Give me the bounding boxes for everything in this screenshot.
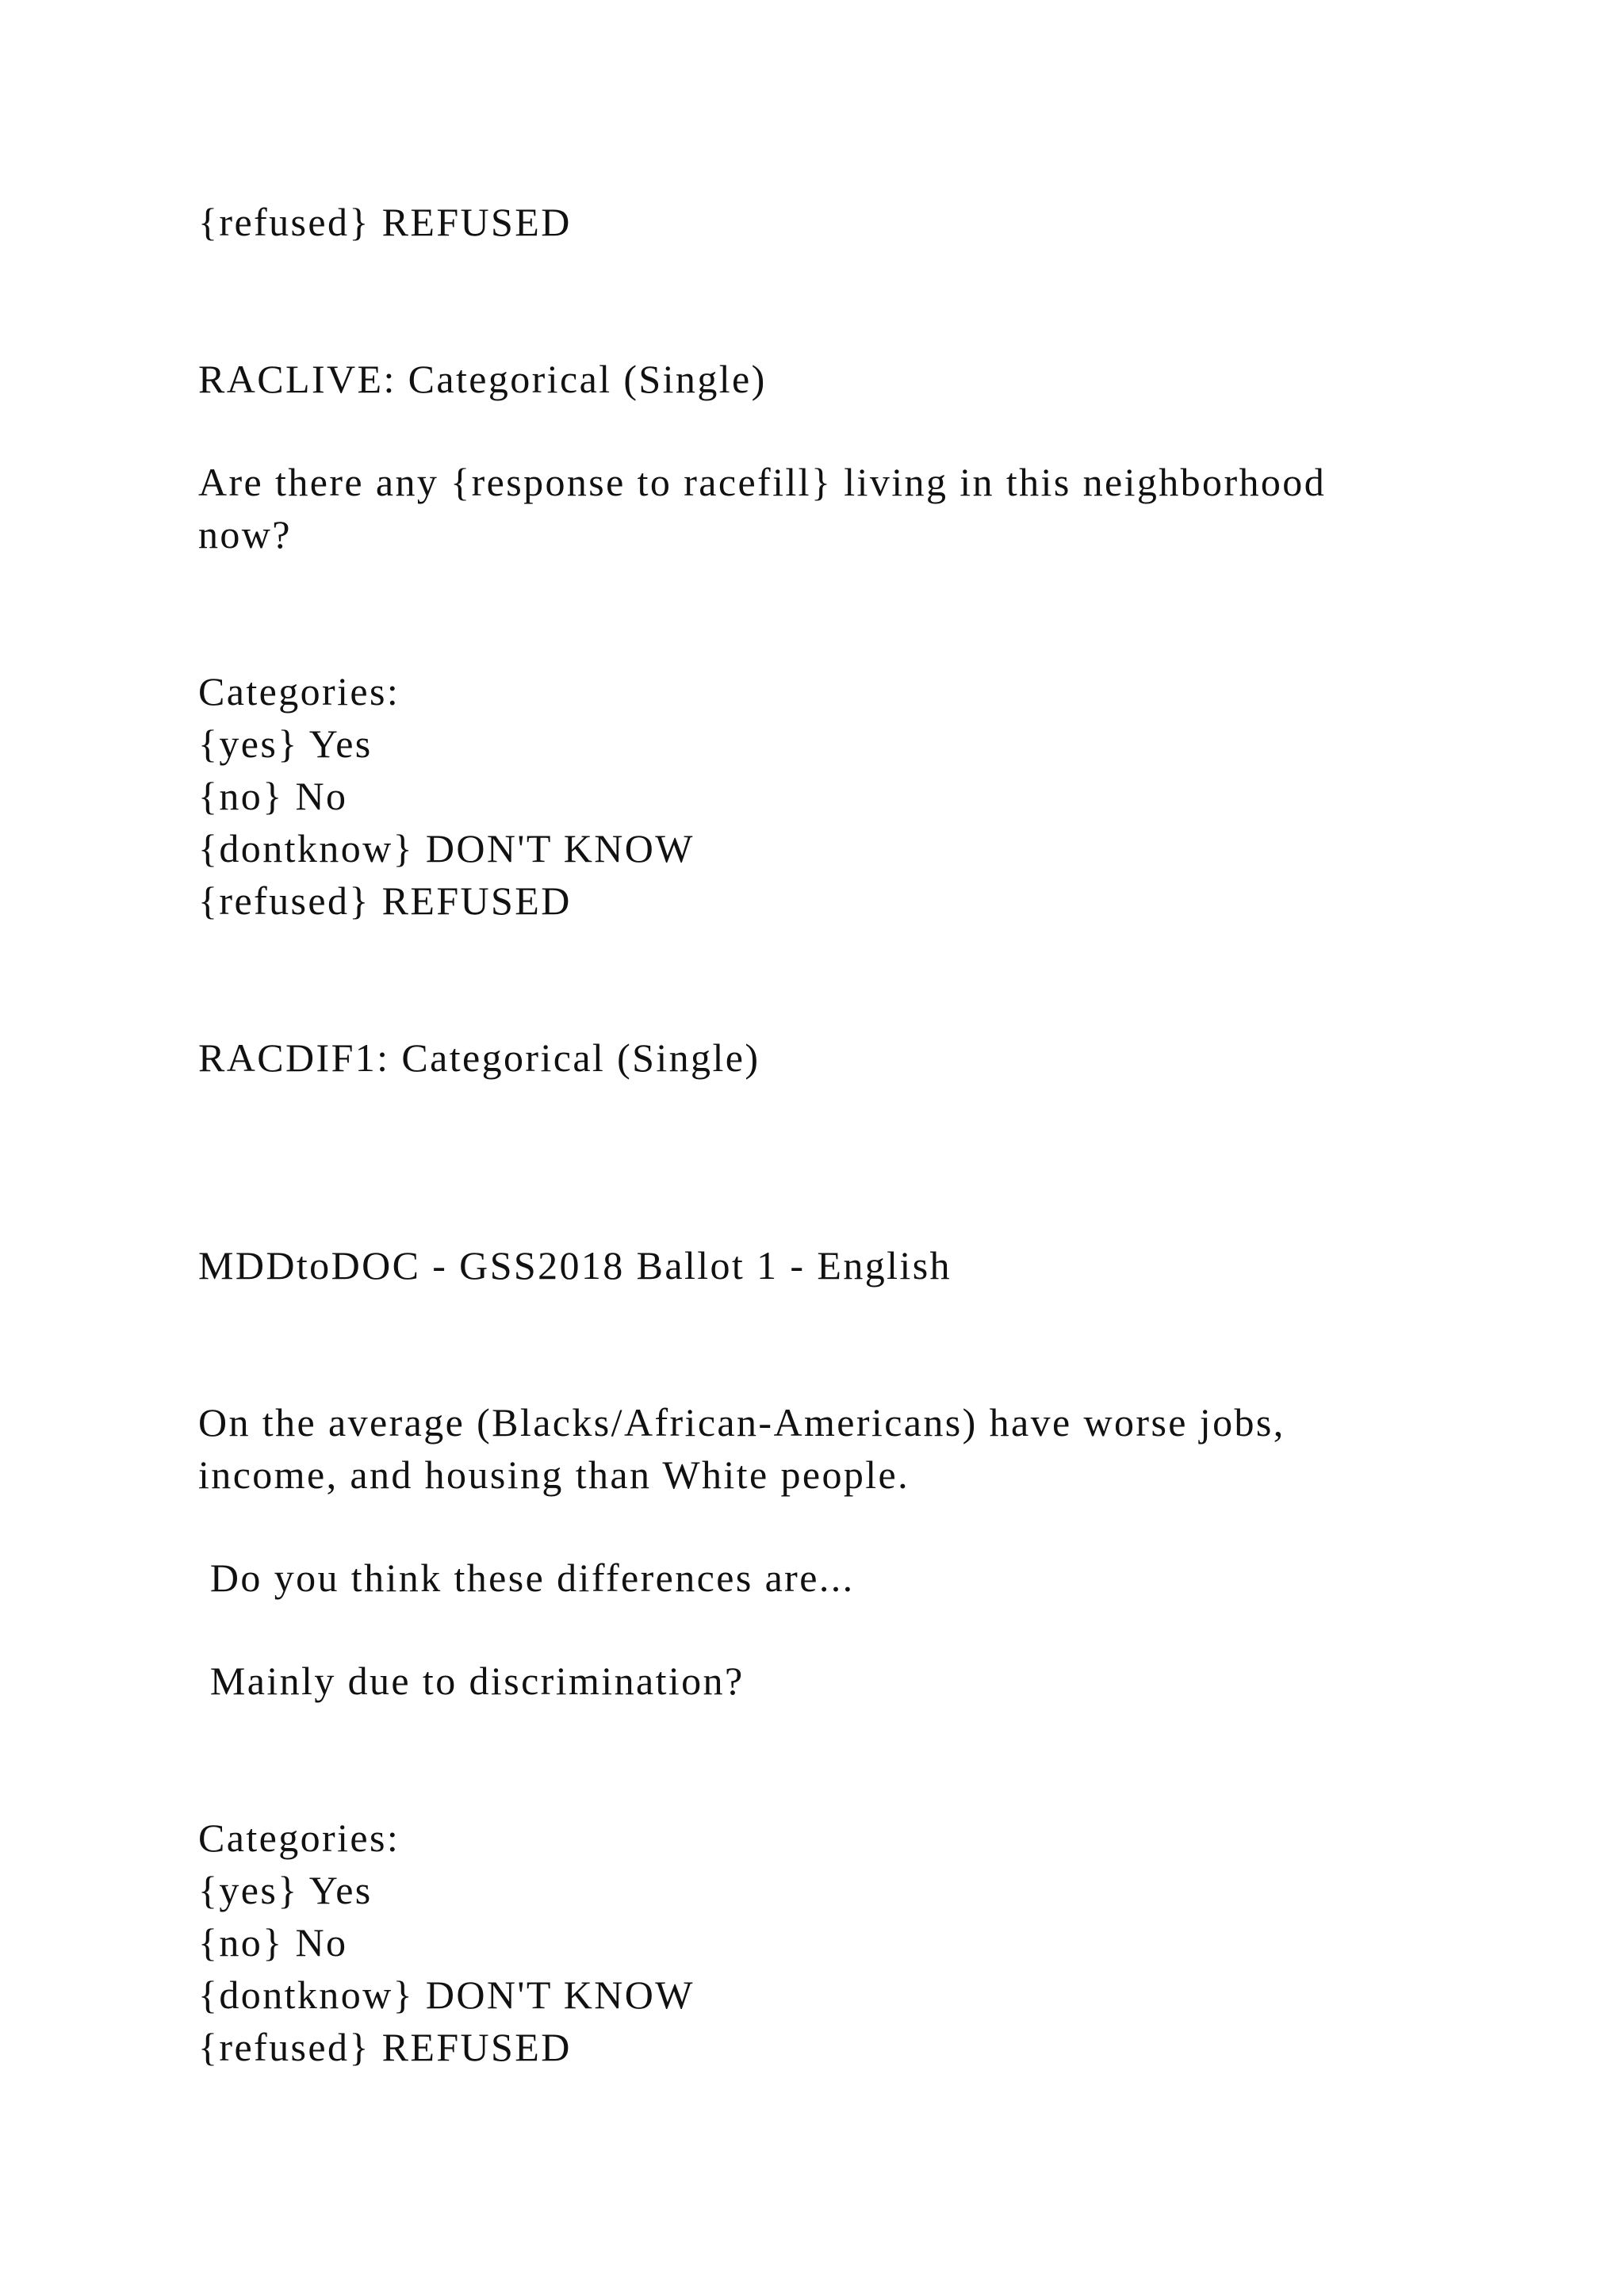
racdif1-option: Mainly due to discrimination?: [198, 1659, 745, 1703]
raclive-category-no: {no} No: [198, 774, 348, 818]
raclive-question-line-1: Are there any {response to racefill} living in this neighborhood: [198, 460, 1327, 504]
raclive-question-line-2: now?: [198, 512, 292, 557]
raclive-categories-label: Categories:: [198, 669, 400, 714]
document-source-line: MDDtoDOC - GSS2018 Ballot 1 - English: [198, 1243, 952, 1288]
racdif1-category-refused: {refused} REFUSED: [198, 2025, 572, 2069]
racdif1-categories-label: Categories:: [198, 1816, 400, 1860]
raclive-category-yes: {yes} Yes: [198, 721, 373, 766]
racdif1-statement-line-1: On the average (Blacks/African-Americans) have worse jobs,: [198, 1400, 1285, 1445]
raclive-heading: RACLIVE: Categorical (Single): [198, 357, 767, 401]
racdif1-prompt: Do you think these differences are...: [198, 1556, 855, 1600]
racdif1-statement-line-2: income, and housing than White people.: [198, 1452, 910, 1497]
racdif1-category-yes: {yes} Yes: [198, 1868, 373, 1912]
racdif1-heading: RACDIF1: Categorical (Single): [198, 1035, 760, 1080]
raclive-category-refused: {refused} REFUSED: [198, 878, 572, 923]
racdif1-category-no: {no} No: [198, 1920, 348, 1965]
refused-category-top: {refused} REFUSED: [198, 200, 572, 244]
raclive-category-dontknow: {dontknow} DON'T KNOW: [198, 826, 695, 871]
racdif1-category-dontknow: {dontknow} DON'T KNOW: [198, 1973, 695, 2017]
